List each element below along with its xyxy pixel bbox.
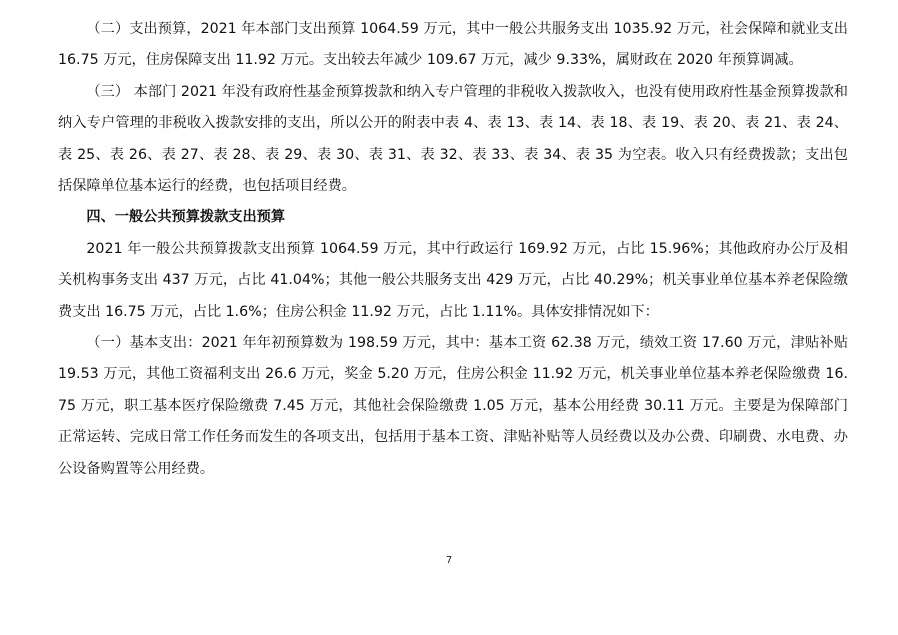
- document-body: [58, 14, 848, 485]
- section-heading-general-budget: 四、一般公共预算拨款支出预算: [86, 209, 286, 226]
- paragraph-basic-expenditure: （一）基本支出：2021 年年初预算数为 198.59 万元，其中：基本工资 62.38 万元，绩效工资 17.60 万元，津贴补贴 19.53 万元，其他工资福利支出 26.6 万元，奖金 5.20 万元，住房公积金 11.92 万元，机关事业单位基本养老保险缴费 16.75 万元，职工基本医疗保险缴费 7.45 万元，其他社会保险缴费 1.05 万元，基本公用经费 30.11 万元。主要是为保障部门正常运转、完成日常工作任务而发生的各项支出，包括用于基本工资、津贴补贴等人员经费以及办公费、印刷费、水电费、办公设备购置等公用经费。: [58, 335, 848, 477]
- paragraph-no-fund-budget: （三） 本部门 2021 年没有政府性基金预算拨款和纳入专户管理的非税收入拨款收入，也没有使用政府性基金预算拨款和纳入专户管理的非税收入拨款安排的支出，所以公开的附表中表 4、表 13、表 14、表 18、表 19、表 20、表 21、表 24、表 25、表 26、表 27、表 28、表 29、表 30、表 31、表 32、表 33、表 34、表 35 为空表。收入只有经费拨款；支出包括保障单位基本运行的经费，也包括项目经费。: [58, 83, 848, 195]
- paragraph-general-budget-detail: 2021 年一般公共预算拨款支出预算 1064.59 万元，其中行政运行 169.92 万元，占比 15.96%；其他政府办公厅及相关机构事务支出 437 万元，占比 41.04%；其他一般公共服务支出 429 万元，占比 40.29%；机关事业单位基本养老保险缴费支出 16.75 万元，占比 1.6%；住房公积金 11.92 万元，占比 1.11%。具体安排情况如下：: [58, 240, 848, 320]
- paragraph-expenditure-budget: （二）支出预算，2021 年本部门支出预算 1064.59 万元，其中一般公共服务支出 1035.92 万元，社会保障和就业支出 16.75 万元，住房保障支出 11.92 万元。支出较去年减少 109.67 万元，减少 9.33%，属财政在 2020 年预算调减。: [58, 21, 848, 69]
- page-number: 7: [445, 555, 453, 566]
